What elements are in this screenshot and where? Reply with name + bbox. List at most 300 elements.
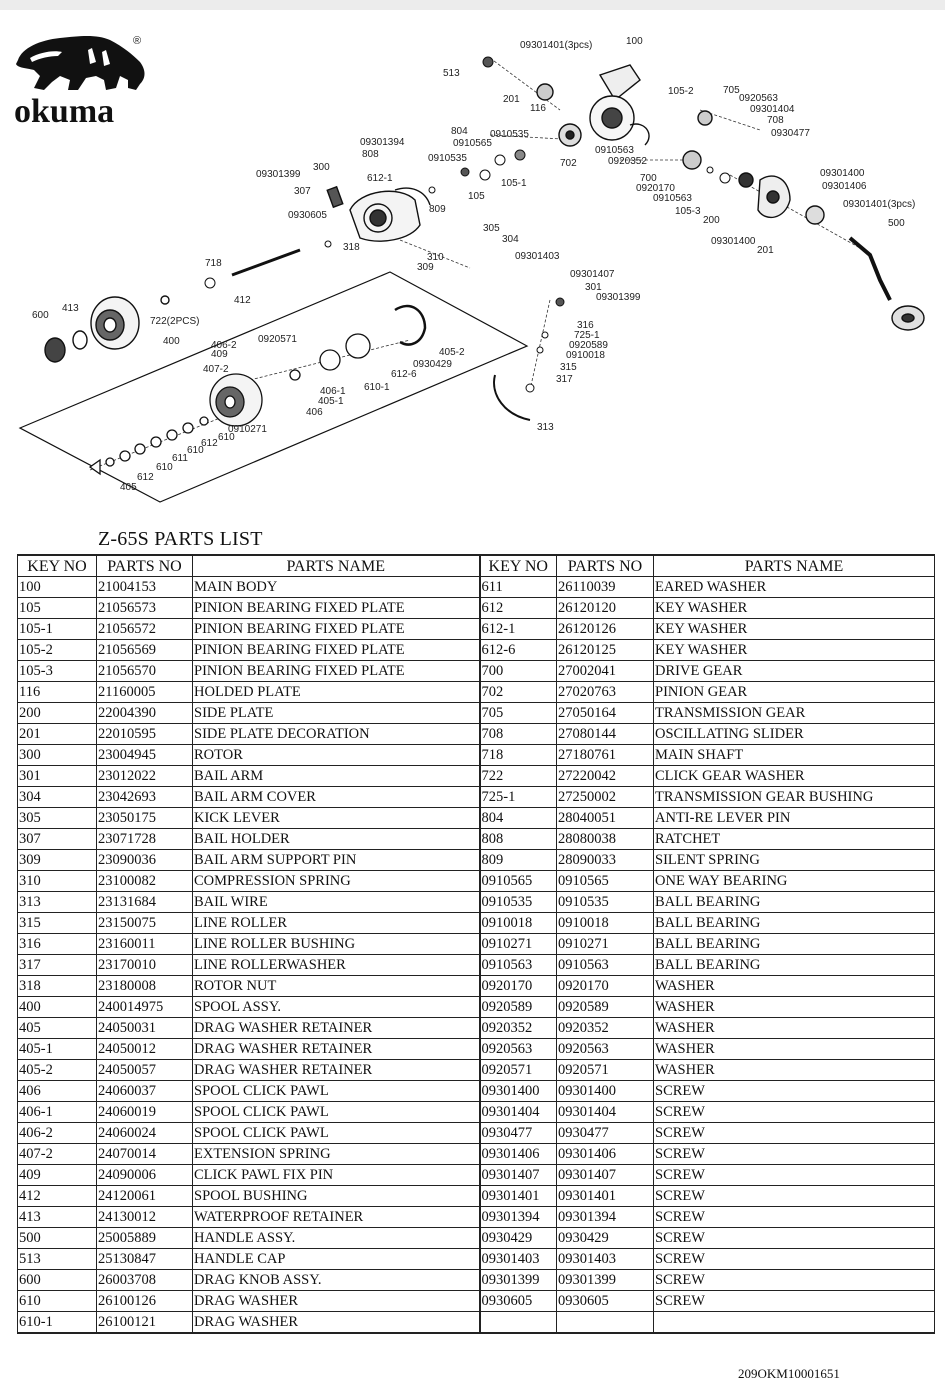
table-cell: SPOOL CLICK PAWL [193, 1123, 480, 1144]
part-callout-label: 318 [343, 242, 360, 253]
part-callout-label: 722(2PCS) [150, 316, 200, 327]
table-cell: ANTI-RE LEVER PIN [654, 808, 935, 829]
table-cell: 0910565 [480, 871, 557, 892]
table-cell: 406 [18, 1081, 97, 1102]
table-cell: 0930477 [557, 1123, 654, 1144]
table-cell: 24060019 [97, 1102, 193, 1123]
table-cell: 316 [18, 934, 97, 955]
table-cell: SPOOL CLICK PAWL [193, 1081, 480, 1102]
table-cell: DRAG WASHER [193, 1291, 480, 1312]
table-cell: MAIN SHAFT [654, 745, 935, 766]
table-row [18, 1060, 935, 1081]
part-callout-label: 612-1 [367, 173, 393, 184]
table-cell: DRAG WASHER [193, 1312, 480, 1334]
table-cell: 313 [18, 892, 97, 913]
part-callout-label: 301 [585, 282, 602, 293]
table-cell: 23042693 [97, 787, 193, 808]
table-header-row [18, 555, 935, 577]
table-cell: 23131684 [97, 892, 193, 913]
table-cell: SPOOL ASSY. [193, 997, 480, 1018]
table-cell: 09301394 [557, 1207, 654, 1228]
table-cell: 612-1 [480, 619, 557, 640]
part-callout-label: 700 [640, 173, 657, 184]
table-cell: 21004153 [97, 577, 193, 598]
table-cell: LINE ROLLERWASHER [193, 955, 480, 976]
table-cell: LINE ROLLER [193, 913, 480, 934]
part-callout-label: 725-1 [574, 330, 600, 341]
table-cell: BAIL ARM [193, 766, 480, 787]
table-cell: 0910535 [480, 892, 557, 913]
table-cell: 24120061 [97, 1186, 193, 1207]
table-cell: SCREW [654, 1102, 935, 1123]
table-cell: DRAG WASHER RETAINER [193, 1039, 480, 1060]
registered-mark: ® [133, 35, 142, 47]
part-callout-label: 09301406 [822, 181, 867, 192]
table-row [18, 661, 935, 682]
table-cell: SCREW [654, 1081, 935, 1102]
table-row [18, 1249, 935, 1270]
table-cell: BALL BEARING [654, 892, 935, 913]
part-callout-label: 809 [429, 204, 446, 215]
table-row [18, 745, 935, 766]
table-cell: 0910535 [557, 892, 654, 913]
table-cell: SCREW [654, 1144, 935, 1165]
table-cell: PINION BEARING FIXED PLATE [193, 640, 480, 661]
parts-list-body [18, 577, 935, 1334]
part-callout-label: 412 [234, 295, 251, 306]
table-cell: 24050031 [97, 1018, 193, 1039]
table-cell: 318 [18, 976, 97, 997]
table-cell: 27220042 [557, 766, 654, 787]
table-cell: 705 [480, 703, 557, 724]
part-callout-label: 0910018 [566, 350, 605, 361]
part-callout-label: 612 [137, 472, 154, 483]
table-cell: 0920571 [557, 1060, 654, 1081]
table-cell: 09301406 [480, 1144, 557, 1165]
part-callout-label: 317 [556, 374, 573, 385]
table-row [18, 1186, 935, 1207]
table-row [18, 976, 935, 997]
table-row [18, 850, 935, 871]
part-callout-label: 406-1 [320, 386, 346, 397]
table-cell: PINION BEARING FIXED PLATE [193, 598, 480, 619]
table-cell: 116 [18, 682, 97, 703]
table-cell: 09301403 [480, 1249, 557, 1270]
table-cell: 612-6 [480, 640, 557, 661]
main-body-illustration [537, 65, 649, 146]
part-callout-label: 105-2 [668, 86, 694, 97]
table-cell: ROTOR NUT [193, 976, 480, 997]
part-callout-label: 610 [187, 445, 204, 456]
part-callout-label: 611 [172, 453, 188, 464]
table-cell: 100 [18, 577, 97, 598]
table-cell: COMPRESSION SPRING [193, 871, 480, 892]
part-callout-label: 309 [417, 262, 434, 273]
table-row [18, 640, 935, 661]
table-cell: 105-3 [18, 661, 97, 682]
table-cell: 09301401 [557, 1186, 654, 1207]
table-cell: 105-1 [18, 619, 97, 640]
part-callout-label: 406-2 [211, 340, 237, 351]
table-cell: 315 [18, 913, 97, 934]
footer-code: 209OKM10001651 [738, 1366, 840, 1381]
table-row [18, 1291, 935, 1312]
table-cell: 09301400 [557, 1081, 654, 1102]
okuma-logo [14, 35, 145, 130]
table-cell: 406-1 [18, 1102, 97, 1123]
table-cell: SCREW [654, 1270, 935, 1291]
table-cell: 09301403 [557, 1249, 654, 1270]
table-cell: 09301399 [480, 1270, 557, 1291]
part-callout-label: 307 [294, 186, 311, 197]
table-cell: BAIL ARM SUPPORT PIN [193, 850, 480, 871]
table-cell: ONE WAY BEARING [654, 871, 935, 892]
table-cell: DRAG WASHER RETAINER [193, 1060, 480, 1081]
part-callout-label: 0920563 [739, 93, 778, 104]
table-cell: 809 [480, 850, 557, 871]
table-cell: DRAG WASHER RETAINER [193, 1018, 480, 1039]
part-callout-label: 0910565 [453, 138, 492, 149]
table-cell: 105 [18, 598, 97, 619]
table-cell: TRANSMISSION GEAR BUSHING [654, 787, 935, 808]
table-cell: CLICK GEAR WASHER [654, 766, 935, 787]
table-cell: 0930605 [557, 1291, 654, 1312]
part-callout-label: 100 [626, 36, 643, 47]
table-cell: RATCHET [654, 829, 935, 850]
table-cell: SCREW [654, 1207, 935, 1228]
table-cell: 407-2 [18, 1144, 97, 1165]
table-cell: 610 [18, 1291, 97, 1312]
table-cell: SPOOL BUSHING [193, 1186, 480, 1207]
table-cell: 24060024 [97, 1123, 193, 1144]
table-cell: OSCILLATING SLIDER [654, 724, 935, 745]
table-cell: KEY WASHER [654, 598, 935, 619]
part-callout-label: 105 [468, 191, 485, 202]
part-callout-label: 405-1 [318, 396, 344, 407]
table-row [18, 1270, 935, 1291]
table-cell: 413 [18, 1207, 97, 1228]
part-callout-label: 310 [427, 252, 444, 263]
part-callout-label: 0930605 [288, 210, 327, 221]
part-callout-label: 413 [62, 303, 79, 314]
table-cell: 400 [18, 997, 97, 1018]
table-cell: 725-1 [480, 787, 557, 808]
table-cell: 0920352 [480, 1018, 557, 1039]
table-cell: 26120125 [557, 640, 654, 661]
part-callout-label: 201 [503, 94, 520, 105]
table-cell: 513 [18, 1249, 97, 1270]
table-cell: 27250002 [557, 787, 654, 808]
table-row [18, 997, 935, 1018]
table-row [18, 1081, 935, 1102]
table-row [18, 829, 935, 850]
part-callout-label: 808 [362, 149, 379, 160]
table-cell: 24070014 [97, 1144, 193, 1165]
table-cell: SCREW [654, 1165, 935, 1186]
exploded-view-diagram [0, 10, 945, 525]
part-callout-label: 804 [451, 126, 468, 137]
part-callout-label: 200 [703, 215, 720, 226]
table-cell: 317 [18, 955, 97, 976]
part-callout-label: 612 [201, 438, 218, 449]
part-callout-label: 610 [218, 432, 235, 443]
table-cell: WASHER [654, 1018, 935, 1039]
table-cell: 700 [480, 661, 557, 682]
table-cell: WASHER [654, 1060, 935, 1081]
parts-list-table [17, 554, 935, 1334]
table-cell: BAIL ARM COVER [193, 787, 480, 808]
table-row [18, 766, 935, 787]
table-cell: SIDE PLATE [193, 703, 480, 724]
table-cell: SPOOL CLICK PAWL [193, 1102, 480, 1123]
table-cell [557, 1312, 654, 1334]
part-callout-label: 116 [530, 103, 546, 114]
table-cell: SCREW [654, 1228, 935, 1249]
table-cell: 0910271 [557, 934, 654, 955]
table-cell: SIDE PLATE DECORATION [193, 724, 480, 745]
part-callout-label: 0930477 [771, 128, 810, 139]
part-callout-label: 105-1 [501, 178, 527, 189]
table-cell: WASHER [654, 1039, 935, 1060]
table-cell: 0910018 [480, 913, 557, 934]
table-cell: 301 [18, 766, 97, 787]
table-cell: 0920352 [557, 1018, 654, 1039]
table-row [18, 955, 935, 976]
table-row [18, 1144, 935, 1165]
table-cell: 804 [480, 808, 557, 829]
table-cell: 09301406 [557, 1144, 654, 1165]
part-callout-label: 09301400 [711, 236, 756, 247]
table-cell: MAIN BODY [193, 577, 480, 598]
table-cell: 0930429 [480, 1228, 557, 1249]
table-cell: WASHER [654, 976, 935, 997]
table-cell [480, 1312, 557, 1334]
table-cell: 500 [18, 1228, 97, 1249]
table-cell: 0920589 [557, 997, 654, 1018]
table-cell: 24050012 [97, 1039, 193, 1060]
table-cell: 21056572 [97, 619, 193, 640]
table-cell: 708 [480, 724, 557, 745]
table-cell: 0910565 [557, 871, 654, 892]
table-cell: 808 [480, 829, 557, 850]
part-callout-label: 702 [560, 158, 577, 169]
part-callout-label: 405-2 [439, 347, 465, 358]
part-callout-label: 313 [537, 422, 554, 433]
table-row [18, 682, 935, 703]
table-cell: 21056570 [97, 661, 193, 682]
table-cell: 23050175 [97, 808, 193, 829]
column-header: KEY NO [480, 555, 557, 577]
table-cell: 28090033 [557, 850, 654, 871]
table-cell: 0930605 [480, 1291, 557, 1312]
part-callout-label: 305 [483, 223, 500, 234]
table-cell: BAIL WIRE [193, 892, 480, 913]
part-callout-label: 500 [888, 218, 905, 229]
table-row [18, 1207, 935, 1228]
table-cell: EARED WASHER [654, 577, 935, 598]
table-cell: 0920170 [557, 976, 654, 997]
table-cell: 25005889 [97, 1228, 193, 1249]
part-callout-label: 600 [32, 310, 49, 321]
table-row [18, 1102, 935, 1123]
part-callout-label: 612-6 [391, 369, 417, 380]
table-cell: 27050164 [557, 703, 654, 724]
table-row [18, 598, 935, 619]
table-cell: 24090006 [97, 1165, 193, 1186]
table-cell: 0920589 [480, 997, 557, 1018]
part-callout-label: 406 [306, 407, 323, 418]
table-cell: 412 [18, 1186, 97, 1207]
table-cell: 27020763 [557, 682, 654, 703]
table-cell: SCREW [654, 1186, 935, 1207]
part-callout-label: 409 [211, 349, 228, 360]
table-cell: 0920571 [480, 1060, 557, 1081]
table-row [18, 724, 935, 745]
table-cell: 310 [18, 871, 97, 892]
part-callout-label: 0920589 [569, 340, 608, 351]
table-cell: 09301404 [557, 1102, 654, 1123]
table-cell: 28080038 [557, 829, 654, 850]
table-cell: 23180008 [97, 976, 193, 997]
part-callout-label: 0910271 [228, 424, 267, 435]
table-cell: 611 [480, 577, 557, 598]
table-cell: LINE ROLLER BUSHING [193, 934, 480, 955]
table-cell: DRIVE GEAR [654, 661, 935, 682]
table-row [18, 1018, 935, 1039]
table-cell: 26100121 [97, 1312, 193, 1334]
part-callout-label: 201 [757, 245, 774, 256]
table-cell: 21160005 [97, 682, 193, 703]
table-cell: 305 [18, 808, 97, 829]
table-cell: 09301394 [480, 1207, 557, 1228]
table-cell: 26003708 [97, 1270, 193, 1291]
table-row [18, 787, 935, 808]
table-cell: 23160011 [97, 934, 193, 955]
part-callout-label: 0910535 [490, 129, 529, 140]
column-header: KEY NO [18, 555, 97, 577]
table-cell: 300 [18, 745, 97, 766]
rotor-illustration [327, 187, 430, 241]
table-cell: 09301407 [557, 1165, 654, 1186]
table-cell: 23071728 [97, 829, 193, 850]
part-callout-label: 315 [560, 362, 577, 373]
table-cell: TRANSMISSION GEAR [654, 703, 935, 724]
part-callout-label: 407-2 [203, 364, 229, 375]
table-cell: 23170010 [97, 955, 193, 976]
column-header: PARTS NO [97, 555, 193, 577]
column-header: PARTS NAME [654, 555, 935, 577]
table-cell: 200 [18, 703, 97, 724]
table-cell: 702 [480, 682, 557, 703]
table-cell: 24130012 [97, 1207, 193, 1228]
parts-list-title: Z-65S PARTS LIST [98, 528, 263, 550]
table-row [18, 871, 935, 892]
table-cell: KICK LEVER [193, 808, 480, 829]
table-cell: 0910563 [557, 955, 654, 976]
part-callout-label: 718 [205, 258, 222, 269]
part-callout-label: 09301407 [570, 269, 615, 280]
table-cell: 240014975 [97, 997, 193, 1018]
table-cell: 09301399 [557, 1270, 654, 1291]
table-cell: KEY WASHER [654, 640, 935, 661]
table-row [18, 1312, 935, 1334]
part-callout-label: 0920170 [636, 183, 675, 194]
table-cell: SCREW [654, 1249, 935, 1270]
table-cell: WASHER [654, 997, 935, 1018]
table-cell: 722 [480, 766, 557, 787]
table-cell: 26100126 [97, 1291, 193, 1312]
part-callout-label: 0930429 [413, 359, 452, 370]
table-cell: 105-2 [18, 640, 97, 661]
table-cell: 307 [18, 829, 97, 850]
table-cell: BALL BEARING [654, 955, 935, 976]
part-callout-label: 705 [723, 85, 740, 96]
table-cell: 23004945 [97, 745, 193, 766]
table-row [18, 1165, 935, 1186]
part-callout-label: 300 [313, 162, 330, 173]
table-cell: 24050057 [97, 1060, 193, 1081]
table-cell: 23090036 [97, 850, 193, 871]
table-cell: 309 [18, 850, 97, 871]
polar-bear-icon [16, 36, 145, 90]
part-callout-label: 0910535 [428, 153, 467, 164]
table-cell: WATERPROOF RETAINER [193, 1207, 480, 1228]
table-cell: 201 [18, 724, 97, 745]
part-callout-label: 09301403 [515, 251, 560, 262]
table-cell: 406-2 [18, 1123, 97, 1144]
table-cell: 0930429 [557, 1228, 654, 1249]
table-cell: 0910018 [557, 913, 654, 934]
table-cell: 09301407 [480, 1165, 557, 1186]
table-row [18, 1228, 935, 1249]
part-callout-label: 09301399 [256, 169, 301, 180]
table-cell: 23012022 [97, 766, 193, 787]
table-cell: 409 [18, 1165, 97, 1186]
table-cell: 09301400 [480, 1081, 557, 1102]
table-cell: PINION BEARING FIXED PLATE [193, 661, 480, 682]
part-callout-label: 610 [156, 462, 173, 473]
table-cell: KEY WASHER [654, 619, 935, 640]
table-cell: DRAG KNOB ASSY. [193, 1270, 480, 1291]
table-cell: 09301401 [480, 1186, 557, 1207]
table-cell: 0930477 [480, 1123, 557, 1144]
table-row [18, 1039, 935, 1060]
table-cell: 22010595 [97, 724, 193, 745]
table-cell: 21056573 [97, 598, 193, 619]
table-cell [654, 1312, 935, 1334]
top-margin-bar [0, 0, 945, 10]
table-cell: 0920563 [557, 1039, 654, 1060]
callout-labels [32, 36, 915, 493]
table-cell: SCREW [654, 1291, 935, 1312]
part-callout-label: 09301401(3pcs) [520, 40, 593, 51]
part-callout-label: 400 [163, 336, 180, 347]
table-cell: 24060037 [97, 1081, 193, 1102]
part-callout-label: 09301399 [596, 292, 641, 303]
part-callout-label: 0910563 [595, 145, 634, 156]
table-row [18, 808, 935, 829]
table-cell: 405-1 [18, 1039, 97, 1060]
table-cell: 405-2 [18, 1060, 97, 1081]
table-cell: 09301404 [480, 1102, 557, 1123]
table-cell: 0910271 [480, 934, 557, 955]
table-cell: 28040051 [557, 808, 654, 829]
table-row [18, 934, 935, 955]
table-cell: 600 [18, 1270, 97, 1291]
table-cell: 26110039 [557, 577, 654, 598]
part-callout-label: 0920352 [608, 156, 647, 167]
table-cell: ROTOR [193, 745, 480, 766]
